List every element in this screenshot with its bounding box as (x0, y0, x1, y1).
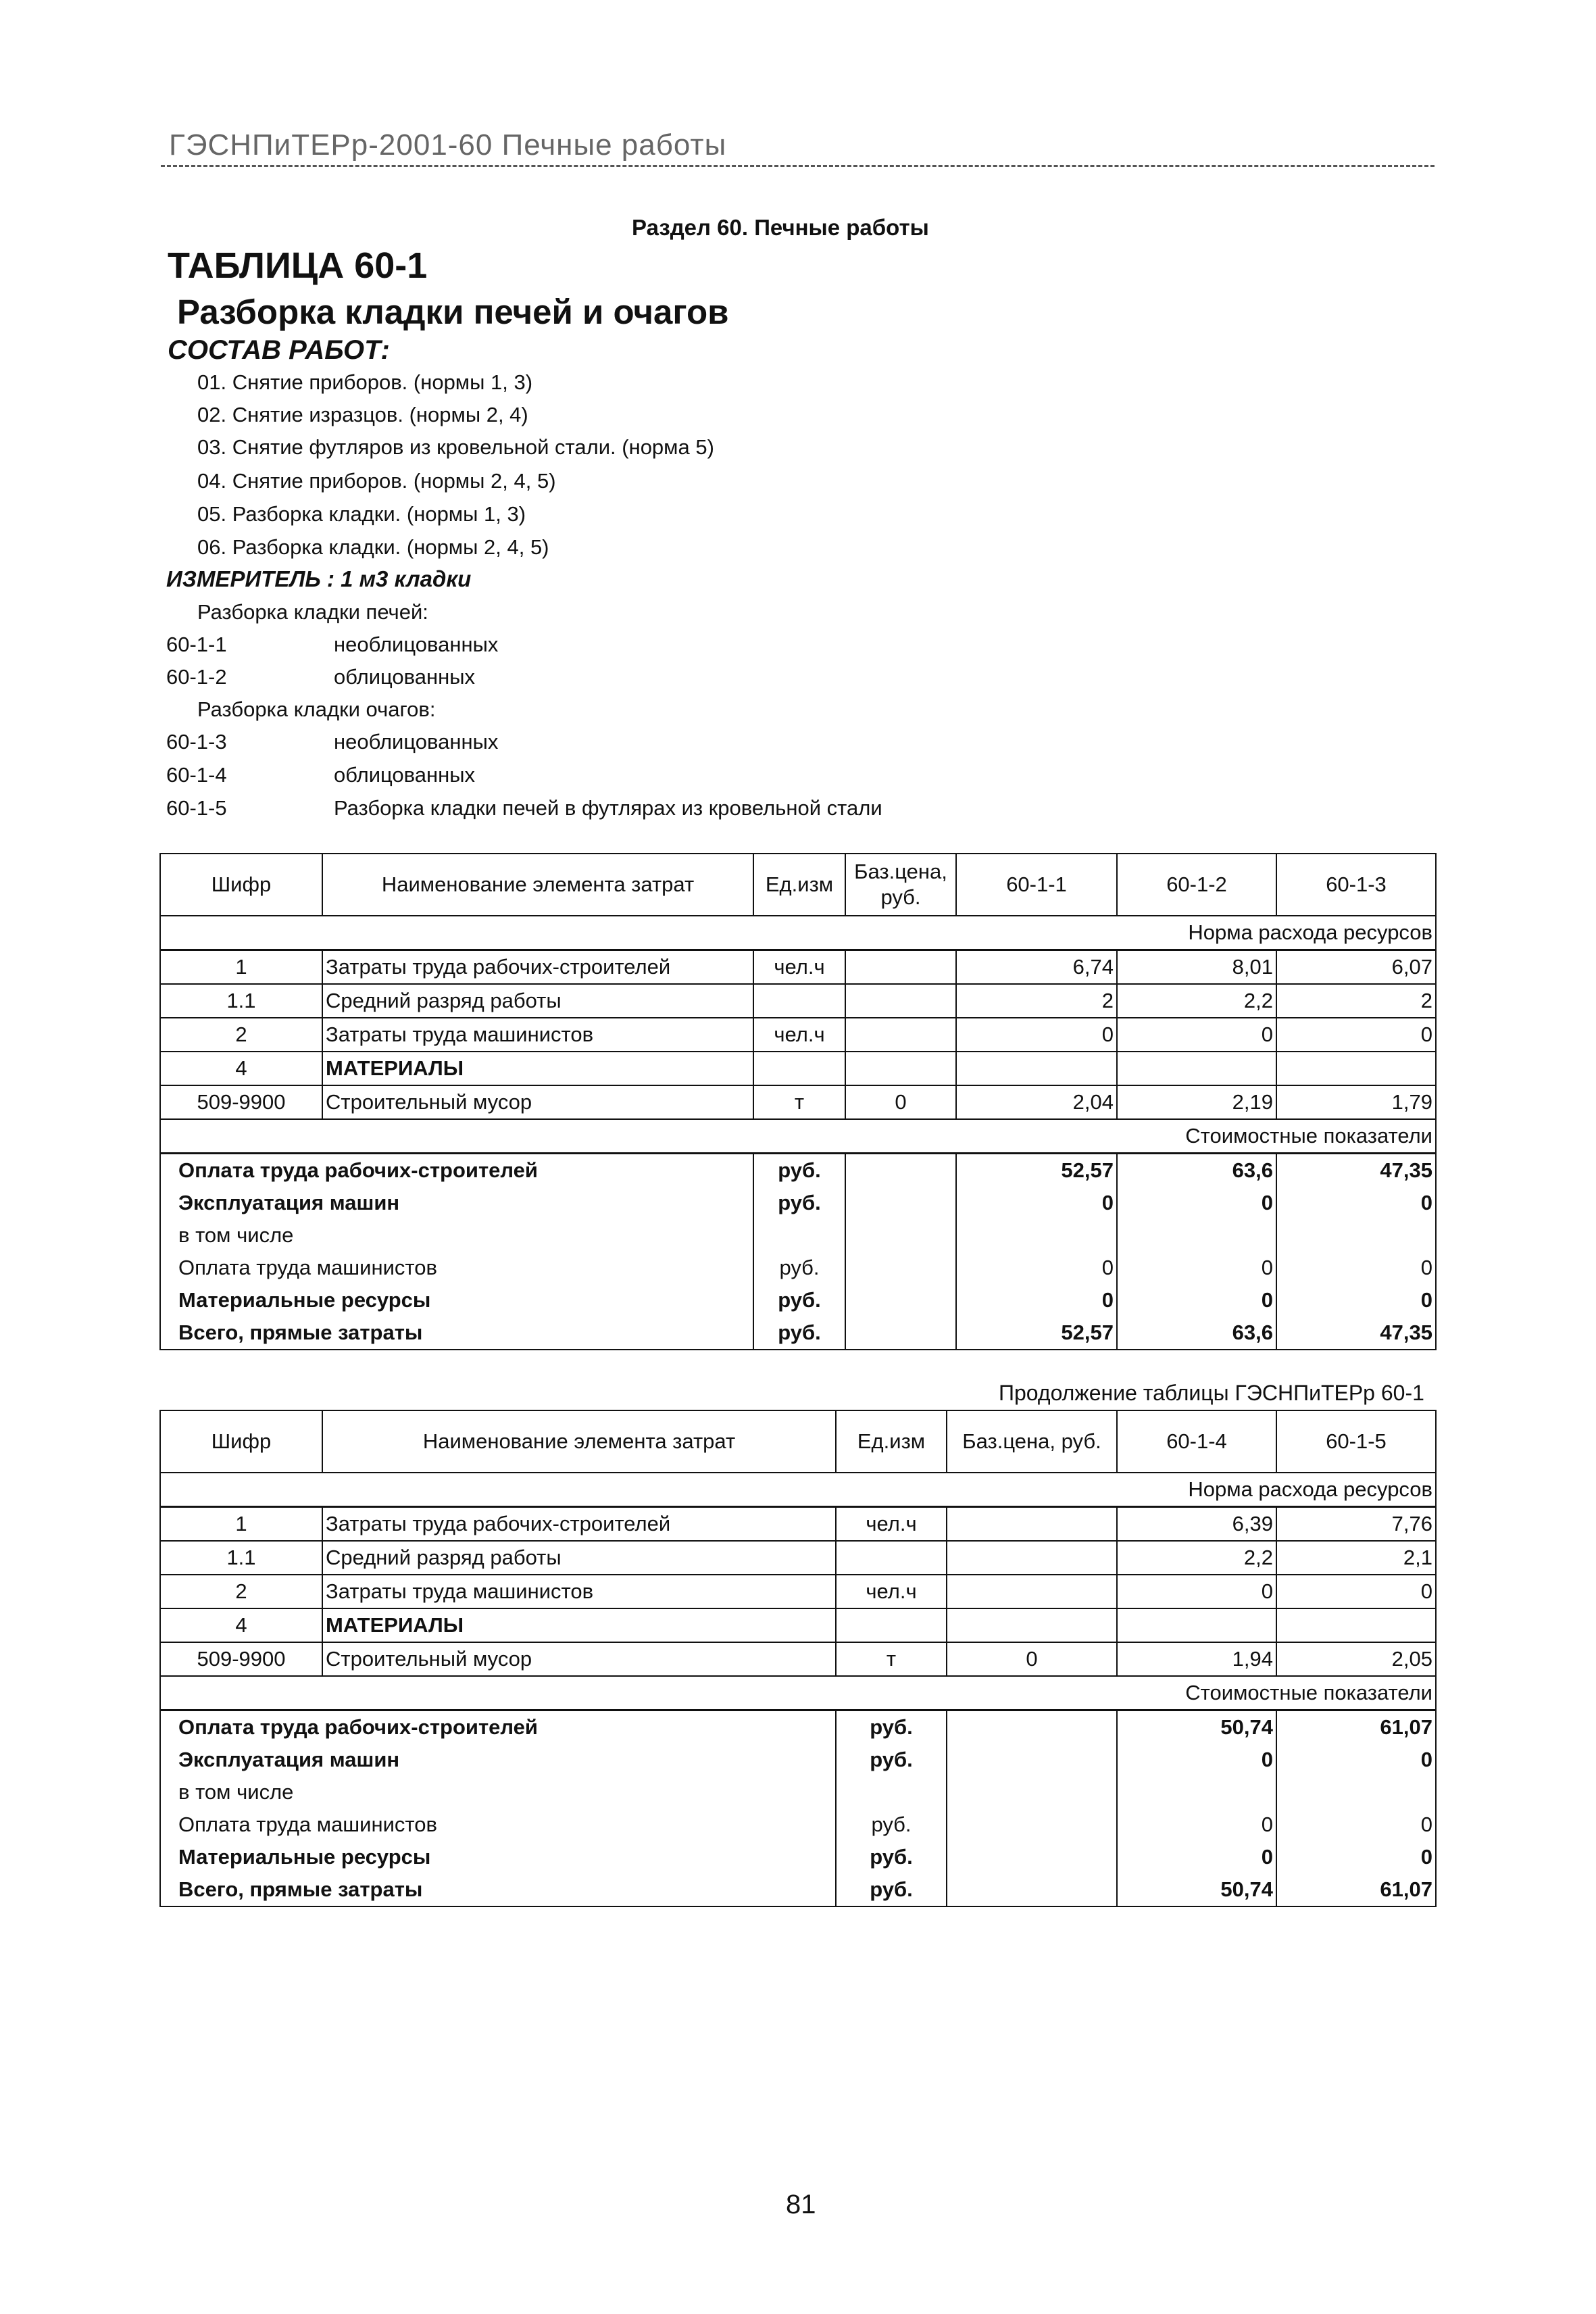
cost-unit (753, 1219, 845, 1252)
cost-value: 52,57 (956, 1316, 1117, 1350)
work-item: 05. Разборка кладки. (нормы 1, 3) (197, 502, 526, 526)
row-price: 0 (947, 1642, 1117, 1676)
cost-value: 0 (1276, 1841, 1436, 1873)
cost-unit: руб. (836, 1841, 947, 1873)
row-name: Строительный мусор (322, 1085, 753, 1119)
header-base-price: Баз.цена, руб. (947, 1410, 1117, 1473)
cost-value: 0 (1117, 1187, 1276, 1219)
row-value: 2,04 (956, 1085, 1117, 1119)
cost-value (956, 1219, 1117, 1252)
cost-value: 0 (956, 1252, 1117, 1284)
row-price: 0 (845, 1085, 956, 1119)
continuation-caption: Продолжение таблицы ГЭСНПиТЕРр 60-1 (999, 1381, 1424, 1405)
cost-value: 52,57 (956, 1154, 1117, 1187)
table-row (160, 1608, 1436, 1642)
cost-unit: руб. (753, 1316, 845, 1350)
header-col-3: 60-1-3 (1276, 854, 1436, 916)
resource-table-2 (159, 1410, 1437, 1907)
header-unit: Ед.изм (753, 854, 845, 916)
row-name: Средний разряд работы (322, 984, 753, 1018)
cost-unit: руб. (753, 1252, 845, 1284)
cost-value: 0 (1117, 1808, 1276, 1841)
cost-price (947, 1841, 1117, 1873)
code-item: 60-1-3 (166, 730, 227, 754)
table-header-row (160, 854, 1436, 916)
row-unit (836, 1541, 947, 1575)
cost-unit (836, 1776, 947, 1808)
row-price (947, 1575, 1117, 1608)
row-unit: чел.ч (836, 1507, 947, 1542)
cost-price (947, 1776, 1117, 1808)
row-value: 2,1 (1276, 1541, 1436, 1575)
row-value (1117, 1608, 1276, 1642)
subtitle: Разборка кладки печей и очагов (177, 293, 729, 331)
cost-unit: руб. (836, 1808, 947, 1841)
code-description: облицованных (334, 665, 476, 689)
norm-caption: Норма расхода ресурсов (160, 1473, 1436, 1507)
cost-name: в том числе (160, 1219, 753, 1252)
cost-caption: Стоимостные показатели (160, 1119, 1436, 1154)
cost-value: 0 (1117, 1841, 1276, 1873)
header-col-2: 60-1-2 (1117, 854, 1276, 916)
cost-name: Всего, прямые затраты (160, 1873, 836, 1906)
work-item: 01. Снятие приборов. (нормы 1, 3) (197, 370, 533, 394)
group-heading-stoves: Разборка кладки печей: (197, 600, 428, 624)
table-row (160, 950, 1436, 985)
code-item: 60-1-4 (166, 763, 227, 787)
cost-row (160, 1710, 1436, 1744)
row-price (845, 1052, 956, 1085)
row-price (947, 1507, 1117, 1542)
code-description: необлицованных (334, 633, 499, 656)
header-name: Наименование элемента затрат (322, 854, 753, 916)
row-value: 6,74 (956, 950, 1117, 985)
composition-heading: СОСТАВ РАБОТ: (168, 335, 390, 365)
cost-value: 0 (1276, 1252, 1436, 1284)
cost-price (947, 1744, 1117, 1776)
row-unit: чел.ч (753, 950, 845, 985)
cost-name: Эксплуатация машин (160, 1187, 753, 1219)
row-value: 0 (1276, 1575, 1436, 1608)
row-name: Строительный мусор (322, 1642, 836, 1676)
row-unit (753, 1052, 845, 1085)
section-title: Раздел 60. Печные работы (632, 215, 929, 240)
row-name: Средний разряд работы (322, 1541, 836, 1575)
cost-value: 0 (1276, 1284, 1436, 1316)
cost-unit: руб. (753, 1154, 845, 1187)
cost-value: 61,07 (1276, 1873, 1436, 1906)
cost-row (160, 1187, 1436, 1219)
cost-price (947, 1873, 1117, 1906)
row-code: 4 (160, 1052, 322, 1085)
row-price (947, 1541, 1117, 1575)
work-item: 06. Разборка кладки. (нормы 2, 4, 5) (197, 535, 549, 559)
cost-name: Материальные ресурсы (160, 1841, 836, 1873)
row-unit: чел.ч (753, 1018, 845, 1052)
cost-row (160, 1808, 1436, 1841)
header-base-price: Баз.цена, руб. (845, 854, 956, 916)
row-code: 1.1 (160, 1541, 322, 1575)
row-code: 1 (160, 950, 322, 985)
row-code: 1 (160, 1507, 322, 1542)
cost-row (160, 1776, 1436, 1808)
measurement-unit: ИЗМЕРИТЕЛЬ : 1 м3 кладки (166, 566, 472, 591)
row-price (845, 984, 956, 1018)
row-code: 2 (160, 1018, 322, 1052)
work-item: 04. Снятие приборов. (нормы 2, 4, 5) (197, 469, 556, 493)
row-value: 0 (1117, 1575, 1276, 1608)
row-name: Затраты труда машинистов (322, 1018, 753, 1052)
cost-caption-row (160, 1119, 1436, 1154)
cost-price (947, 1710, 1117, 1744)
row-code: 1.1 (160, 984, 322, 1018)
cost-unit: руб. (836, 1873, 947, 1906)
row-value: 8,01 (1117, 950, 1276, 985)
cost-value (1276, 1219, 1436, 1252)
cost-price (845, 1219, 956, 1252)
cost-row (160, 1316, 1436, 1350)
row-name: Затраты труда рабочих-строителей (322, 1507, 836, 1542)
cost-unit: руб. (753, 1187, 845, 1219)
norm-caption-row (160, 1473, 1436, 1507)
cost-value: 0 (1117, 1252, 1276, 1284)
cost-unit: руб. (753, 1284, 845, 1316)
cost-name: Оплата труда рабочих-строителей (160, 1710, 836, 1744)
work-item: 02. Снятие изразцов. (нормы 2, 4) (197, 403, 528, 426)
cost-row (160, 1252, 1436, 1284)
cost-unit: руб. (836, 1710, 947, 1744)
table-row (160, 1642, 1436, 1676)
cost-price (845, 1284, 956, 1316)
row-unit: т (753, 1085, 845, 1119)
cost-value: 47,35 (1276, 1154, 1436, 1187)
cost-value (1117, 1219, 1276, 1252)
cost-price (845, 1252, 956, 1284)
cost-name: Оплата труда рабочих-строителей (160, 1154, 753, 1187)
row-value (956, 1052, 1117, 1085)
cost-value: 47,35 (1276, 1316, 1436, 1350)
row-price (947, 1608, 1117, 1642)
row-name: МАТЕРИАЛЫ (322, 1608, 836, 1642)
cost-name: Оплата труда машинистов (160, 1252, 753, 1284)
row-name: Затраты труда машинистов (322, 1575, 836, 1608)
header-col-2: 60-1-5 (1276, 1410, 1436, 1473)
row-code: 509-9900 (160, 1085, 322, 1119)
cost-price (845, 1154, 956, 1187)
header-col-1: 60-1-4 (1117, 1410, 1276, 1473)
cost-price (845, 1187, 956, 1219)
cost-row (160, 1219, 1436, 1252)
table-row (160, 1052, 1436, 1085)
table-row (160, 984, 1436, 1018)
row-unit (836, 1608, 947, 1642)
group-heading-hearths: Разборка кладки очагов: (197, 697, 436, 721)
cost-value: 50,74 (1117, 1710, 1276, 1744)
row-value: 7,76 (1276, 1507, 1436, 1542)
row-price (845, 950, 956, 985)
table-row (160, 1541, 1436, 1575)
row-value: 2,2 (1117, 984, 1276, 1018)
cost-row (160, 1154, 1436, 1187)
row-value: 0 (1276, 1018, 1436, 1052)
page-number: 81 (786, 2190, 816, 2219)
row-value: 2 (1276, 984, 1436, 1018)
cost-name: Оплата труда машинистов (160, 1808, 836, 1841)
row-value: 6,39 (1117, 1507, 1276, 1542)
row-unit: т (836, 1642, 947, 1676)
row-value: 2,2 (1117, 1541, 1276, 1575)
code-item: 60-1-1 (166, 633, 227, 656)
cost-caption: Стоимостные показатели (160, 1676, 1436, 1710)
code-item: 60-1-5 (166, 796, 227, 820)
row-value: 2,19 (1117, 1085, 1276, 1119)
row-value: 1,79 (1276, 1085, 1436, 1119)
cost-caption-row (160, 1676, 1436, 1710)
norm-caption: Норма расхода ресурсов (160, 916, 1436, 950)
header-code: Шифр (160, 1410, 322, 1473)
cost-value (1117, 1776, 1276, 1808)
cost-row (160, 1744, 1436, 1776)
work-item: 03. Снятие футляров из кровельной стали. (норма 5) (197, 435, 714, 459)
table-row (160, 1575, 1436, 1608)
header-col-1: 60-1-1 (956, 854, 1117, 916)
resource-table-1 (159, 853, 1437, 1350)
running-header: ГЭСНПиТЕРр-2001-60 Печные работы (169, 128, 727, 162)
row-name: МАТЕРИАЛЫ (322, 1052, 753, 1085)
row-code: 4 (160, 1608, 322, 1642)
cost-name: Материальные ресурсы (160, 1284, 753, 1316)
row-price (845, 1018, 956, 1052)
header-rule (161, 165, 1435, 167)
header-unit: Ед.изм (836, 1410, 947, 1473)
code-description: Разборка кладки печей в футлярах из кровельной стали (334, 796, 882, 820)
norm-caption-row (160, 916, 1436, 950)
row-code: 509-9900 (160, 1642, 322, 1676)
row-value (1276, 1608, 1436, 1642)
row-code: 2 (160, 1575, 322, 1608)
row-name: Затраты труда рабочих-строителей (322, 950, 753, 985)
table-header-row (160, 1410, 1436, 1473)
cost-row (160, 1841, 1436, 1873)
cost-value: 0 (1276, 1187, 1436, 1219)
cost-name: Эксплуатация машин (160, 1744, 836, 1776)
cost-value: 50,74 (1117, 1873, 1276, 1906)
cost-value: 63,6 (1117, 1316, 1276, 1350)
table-row (160, 1507, 1436, 1542)
row-value: 1,94 (1117, 1642, 1276, 1676)
cost-row (160, 1873, 1436, 1906)
row-value: 0 (1117, 1018, 1276, 1052)
row-value: 2 (956, 984, 1117, 1018)
table-row (160, 1018, 1436, 1052)
cost-price (947, 1808, 1117, 1841)
cost-value: 63,6 (1117, 1154, 1276, 1187)
cost-value (1276, 1776, 1436, 1808)
row-value: 2,05 (1276, 1642, 1436, 1676)
code-item: 60-1-2 (166, 665, 227, 689)
cost-value: 0 (956, 1284, 1117, 1316)
code-description: необлицованных (334, 730, 499, 754)
row-unit: чел.ч (836, 1575, 947, 1608)
table-row (160, 1085, 1436, 1119)
row-value: 0 (956, 1018, 1117, 1052)
cost-value: 0 (956, 1187, 1117, 1219)
row-value: 6,07 (1276, 950, 1436, 985)
row-unit (753, 984, 845, 1018)
table-title: ТАБЛИЦА 60-1 (168, 245, 428, 286)
cost-unit: руб. (836, 1744, 947, 1776)
cost-value: 0 (1276, 1744, 1436, 1776)
cost-name: в том числе (160, 1776, 836, 1808)
header-name: Наименование элемента затрат (322, 1410, 836, 1473)
row-value (1276, 1052, 1436, 1085)
cost-price (845, 1316, 956, 1350)
code-description: облицованных (334, 763, 476, 787)
row-value (1117, 1052, 1276, 1085)
header-code: Шифр (160, 854, 322, 916)
cost-value: 61,07 (1276, 1710, 1436, 1744)
cost-row (160, 1284, 1436, 1316)
cost-value: 0 (1276, 1808, 1436, 1841)
cost-name: Всего, прямые затраты (160, 1316, 753, 1350)
cost-value: 0 (1117, 1284, 1276, 1316)
cost-value: 0 (1117, 1744, 1276, 1776)
